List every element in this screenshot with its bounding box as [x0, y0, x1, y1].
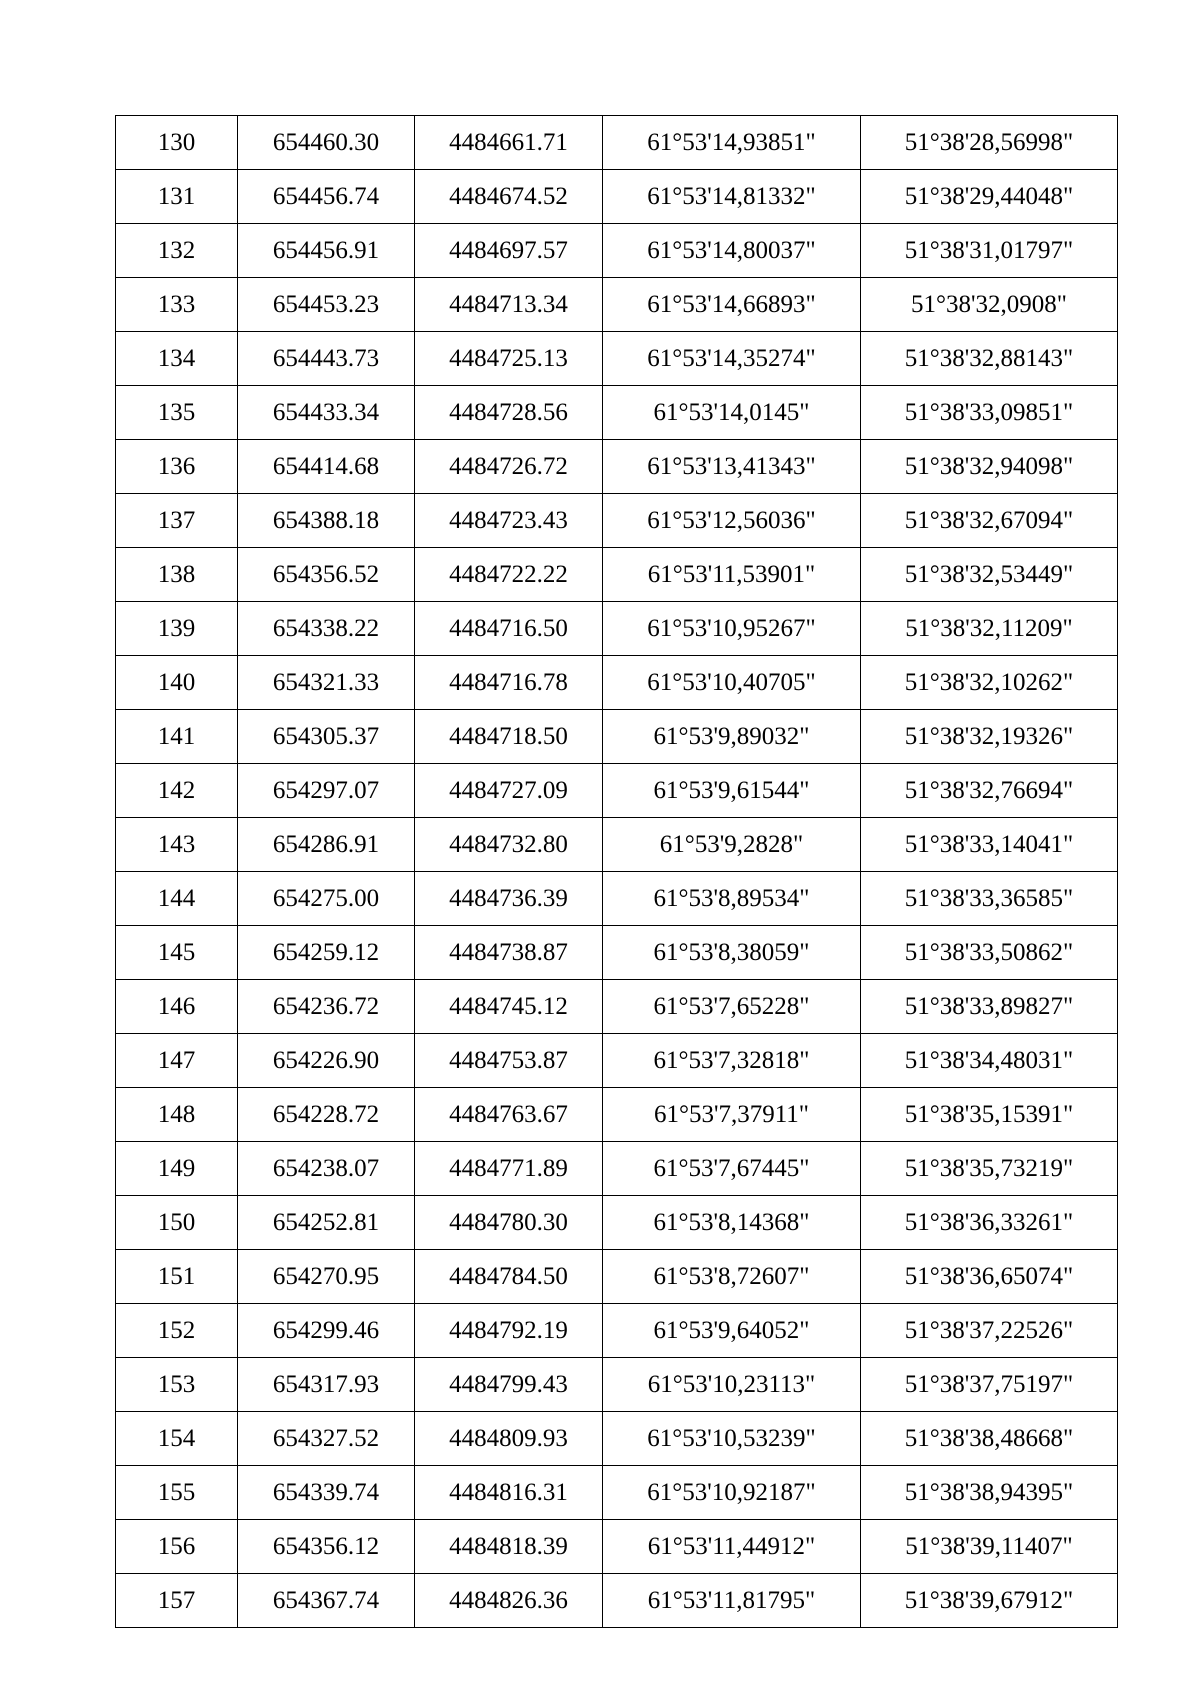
latitude-cell: 51°38'32,53449": [861, 548, 1118, 602]
y-coordinate-cell: 4484727.09: [415, 764, 603, 818]
table-row: [116, 1358, 1118, 1412]
y-coordinate-cell: 4484713.34: [415, 278, 603, 332]
y-coordinate-cell: 4484816.31: [415, 1466, 603, 1520]
x-coordinate-cell: 654236.72: [238, 980, 415, 1034]
longitude-cell: 61°53'8,14368": [603, 1196, 861, 1250]
table-row: [116, 440, 1118, 494]
longitude-cell: 61°53'7,65228": [603, 980, 861, 1034]
y-coordinate-cell: 4484736.39: [415, 872, 603, 926]
point-number-cell: 133: [116, 278, 238, 332]
table-row: [116, 602, 1118, 656]
table-row: [116, 332, 1118, 386]
point-number-cell: 142: [116, 764, 238, 818]
table-row: [116, 764, 1118, 818]
x-coordinate-cell: 654367.74: [238, 1574, 415, 1628]
y-coordinate-cell: 4484809.93: [415, 1412, 603, 1466]
table-row: [116, 1142, 1118, 1196]
latitude-cell: 51°38'34,48031": [861, 1034, 1118, 1088]
longitude-cell: 61°53'9,89032": [603, 710, 861, 764]
coordinates-table: [115, 115, 1118, 1628]
longitude-cell: 61°53'8,72607": [603, 1250, 861, 1304]
table-row: [116, 656, 1118, 710]
latitude-cell: 51°38'32,88143": [861, 332, 1118, 386]
table-row: [116, 1034, 1118, 1088]
x-coordinate-cell: 654270.95: [238, 1250, 415, 1304]
point-number-cell: 130: [116, 116, 238, 170]
x-coordinate-cell: 654252.81: [238, 1196, 415, 1250]
table-row: [116, 1412, 1118, 1466]
latitude-cell: 51°38'32,19326": [861, 710, 1118, 764]
point-number-cell: 153: [116, 1358, 238, 1412]
x-coordinate-cell: 654433.34: [238, 386, 415, 440]
point-number-cell: 138: [116, 548, 238, 602]
x-coordinate-cell: 654456.91: [238, 224, 415, 278]
table-row: [116, 1250, 1118, 1304]
x-coordinate-cell: 654356.12: [238, 1520, 415, 1574]
longitude-cell: 61°53'10,40705": [603, 656, 861, 710]
latitude-cell: 51°38'35,73219": [861, 1142, 1118, 1196]
table-row: [116, 1304, 1118, 1358]
point-number-cell: 145: [116, 926, 238, 980]
latitude-cell: 51°38'38,94395": [861, 1466, 1118, 1520]
latitude-cell: 51°38'32,76694": [861, 764, 1118, 818]
x-coordinate-cell: 654238.07: [238, 1142, 415, 1196]
y-coordinate-cell: 4484726.72: [415, 440, 603, 494]
latitude-cell: 51°38'28,56998": [861, 116, 1118, 170]
x-coordinate-cell: 654460.30: [238, 116, 415, 170]
latitude-cell: 51°38'32,10262": [861, 656, 1118, 710]
latitude-cell: 51°38'39,11407": [861, 1520, 1118, 1574]
point-number-cell: 132: [116, 224, 238, 278]
latitude-cell: 51°38'38,48668": [861, 1412, 1118, 1466]
y-coordinate-cell: 4484792.19: [415, 1304, 603, 1358]
longitude-cell: 61°53'14,80037": [603, 224, 861, 278]
x-coordinate-cell: 654456.74: [238, 170, 415, 224]
latitude-cell: 51°38'32,94098": [861, 440, 1118, 494]
point-number-cell: 152: [116, 1304, 238, 1358]
table-row: [116, 548, 1118, 602]
latitude-cell: 51°38'31,01797": [861, 224, 1118, 278]
longitude-cell: 61°53'7,67445": [603, 1142, 861, 1196]
y-coordinate-cell: 4484722.22: [415, 548, 603, 602]
x-coordinate-cell: 654297.07: [238, 764, 415, 818]
longitude-cell: 61°53'7,37911": [603, 1088, 861, 1142]
x-coordinate-cell: 654305.37: [238, 710, 415, 764]
table-row: [116, 170, 1118, 224]
table-row: [116, 1466, 1118, 1520]
point-number-cell: 131: [116, 170, 238, 224]
y-coordinate-cell: 4484753.87: [415, 1034, 603, 1088]
longitude-cell: 61°53'7,32818": [603, 1034, 861, 1088]
longitude-cell: 61°53'12,56036": [603, 494, 861, 548]
y-coordinate-cell: 4484716.50: [415, 602, 603, 656]
point-number-cell: 141: [116, 710, 238, 764]
point-number-cell: 148: [116, 1088, 238, 1142]
latitude-cell: 51°38'32,67094": [861, 494, 1118, 548]
y-coordinate-cell: 4484725.13: [415, 332, 603, 386]
y-coordinate-cell: 4484799.43: [415, 1358, 603, 1412]
table-row: [116, 818, 1118, 872]
point-number-cell: 135: [116, 386, 238, 440]
y-coordinate-cell: 4484818.39: [415, 1520, 603, 1574]
point-number-cell: 154: [116, 1412, 238, 1466]
x-coordinate-cell: 654275.00: [238, 872, 415, 926]
latitude-cell: 51°38'33,14041": [861, 818, 1118, 872]
x-coordinate-cell: 654356.52: [238, 548, 415, 602]
table-row: [116, 926, 1118, 980]
point-number-cell: 157: [116, 1574, 238, 1628]
coordinates-table-body: [116, 116, 1118, 1628]
longitude-cell: 61°53'10,95267": [603, 602, 861, 656]
latitude-cell: 51°38'33,09851": [861, 386, 1118, 440]
table-row: [116, 980, 1118, 1034]
longitude-cell: 61°53'8,89534": [603, 872, 861, 926]
y-coordinate-cell: 4484716.78: [415, 656, 603, 710]
x-coordinate-cell: 654327.52: [238, 1412, 415, 1466]
point-number-cell: 140: [116, 656, 238, 710]
latitude-cell: 51°38'33,36585": [861, 872, 1118, 926]
latitude-cell: 51°38'33,50862": [861, 926, 1118, 980]
point-number-cell: 156: [116, 1520, 238, 1574]
longitude-cell: 61°53'11,44912": [603, 1520, 861, 1574]
x-coordinate-cell: 654443.73: [238, 332, 415, 386]
x-coordinate-cell: 654286.91: [238, 818, 415, 872]
x-coordinate-cell: 654388.18: [238, 494, 415, 548]
longitude-cell: 61°53'14,93851": [603, 116, 861, 170]
point-number-cell: 134: [116, 332, 238, 386]
y-coordinate-cell: 4484745.12: [415, 980, 603, 1034]
point-number-cell: 155: [116, 1466, 238, 1520]
latitude-cell: 51°38'29,44048": [861, 170, 1118, 224]
point-number-cell: 143: [116, 818, 238, 872]
y-coordinate-cell: 4484661.71: [415, 116, 603, 170]
y-coordinate-cell: 4484738.87: [415, 926, 603, 980]
latitude-cell: 51°38'33,89827": [861, 980, 1118, 1034]
point-number-cell: 147: [116, 1034, 238, 1088]
y-coordinate-cell: 4484728.56: [415, 386, 603, 440]
longitude-cell: 61°53'10,53239": [603, 1412, 861, 1466]
x-coordinate-cell: 654299.46: [238, 1304, 415, 1358]
y-coordinate-cell: 4484674.52: [415, 170, 603, 224]
longitude-cell: 61°53'14,66893": [603, 278, 861, 332]
y-coordinate-cell: 4484826.36: [415, 1574, 603, 1628]
table-row: [116, 1088, 1118, 1142]
longitude-cell: 61°53'9,61544": [603, 764, 861, 818]
point-number-cell: 149: [116, 1142, 238, 1196]
table-row: [116, 116, 1118, 170]
point-number-cell: 136: [116, 440, 238, 494]
y-coordinate-cell: 4484771.89: [415, 1142, 603, 1196]
point-number-cell: 146: [116, 980, 238, 1034]
table-row: [116, 872, 1118, 926]
latitude-cell: 51°38'39,67912": [861, 1574, 1118, 1628]
longitude-cell: 61°53'14,81332": [603, 170, 861, 224]
point-number-cell: 150: [116, 1196, 238, 1250]
y-coordinate-cell: 4484723.43: [415, 494, 603, 548]
latitude-cell: 51°38'35,15391": [861, 1088, 1118, 1142]
y-coordinate-cell: 4484780.30: [415, 1196, 603, 1250]
longitude-cell: 61°53'13,41343": [603, 440, 861, 494]
y-coordinate-cell: 4484718.50: [415, 710, 603, 764]
x-coordinate-cell: 654226.90: [238, 1034, 415, 1088]
latitude-cell: 51°38'32,0908": [861, 278, 1118, 332]
table-row: [116, 278, 1118, 332]
longitude-cell: 61°53'11,81795": [603, 1574, 861, 1628]
table-row: [116, 1574, 1118, 1628]
longitude-cell: 61°53'11,53901": [603, 548, 861, 602]
longitude-cell: 61°53'10,23113": [603, 1358, 861, 1412]
x-coordinate-cell: 654321.33: [238, 656, 415, 710]
table-row: [116, 494, 1118, 548]
point-number-cell: 151: [116, 1250, 238, 1304]
table-row: [116, 1520, 1118, 1574]
longitude-cell: 61°53'14,35274": [603, 332, 861, 386]
latitude-cell: 51°38'36,33261": [861, 1196, 1118, 1250]
point-number-cell: 139: [116, 602, 238, 656]
longitude-cell: 61°53'9,64052": [603, 1304, 861, 1358]
y-coordinate-cell: 4484732.80: [415, 818, 603, 872]
table-row: [116, 710, 1118, 764]
x-coordinate-cell: 654414.68: [238, 440, 415, 494]
latitude-cell: 51°38'32,11209": [861, 602, 1118, 656]
longitude-cell: 61°53'8,38059": [603, 926, 861, 980]
longitude-cell: 61°53'10,92187": [603, 1466, 861, 1520]
x-coordinate-cell: 654453.23: [238, 278, 415, 332]
table-row: [116, 386, 1118, 440]
y-coordinate-cell: 4484697.57: [415, 224, 603, 278]
longitude-cell: 61°53'9,2828": [603, 818, 861, 872]
latitude-cell: 51°38'36,65074": [861, 1250, 1118, 1304]
x-coordinate-cell: 654339.74: [238, 1466, 415, 1520]
x-coordinate-cell: 654228.72: [238, 1088, 415, 1142]
point-number-cell: 137: [116, 494, 238, 548]
x-coordinate-cell: 654338.22: [238, 602, 415, 656]
latitude-cell: 51°38'37,22526": [861, 1304, 1118, 1358]
table-row: [116, 1196, 1118, 1250]
longitude-cell: 61°53'14,0145": [603, 386, 861, 440]
y-coordinate-cell: 4484784.50: [415, 1250, 603, 1304]
x-coordinate-cell: 654259.12: [238, 926, 415, 980]
point-number-cell: 144: [116, 872, 238, 926]
table-row: [116, 224, 1118, 278]
y-coordinate-cell: 4484763.67: [415, 1088, 603, 1142]
x-coordinate-cell: 654317.93: [238, 1358, 415, 1412]
latitude-cell: 51°38'37,75197": [861, 1358, 1118, 1412]
